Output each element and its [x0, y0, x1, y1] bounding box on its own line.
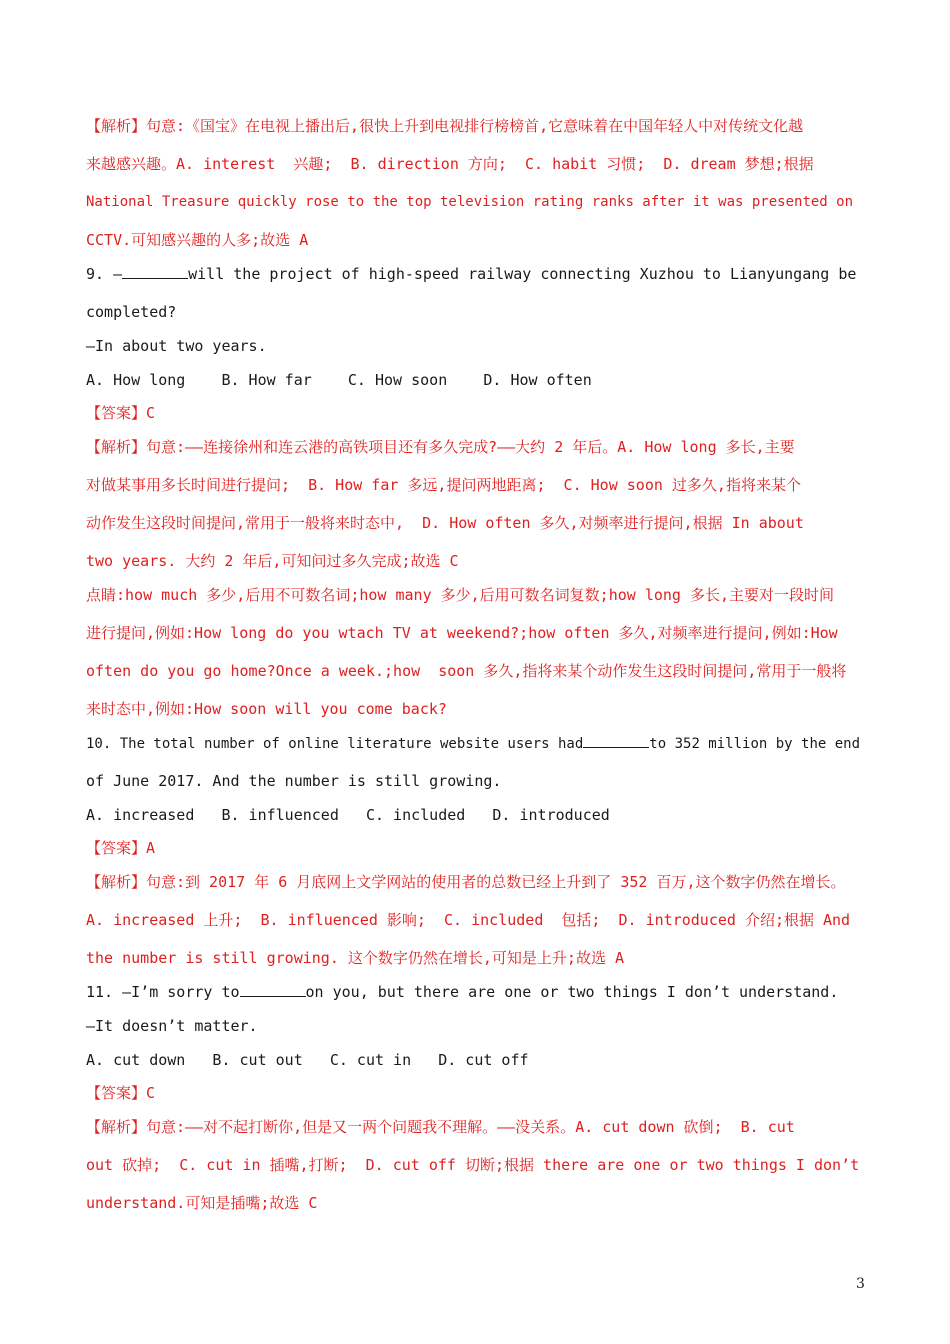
q11-stem [86, 982, 838, 1002]
q9-analysis-line-1: 【解析】句意:——连接徐州和连云港的高铁项目还有多久完成?——大约 2 年后。A. How long 多长,主要 [86, 438, 795, 456]
q10-stem-suffix: to 352 million by the end [649, 736, 861, 752]
q9-answer-blank [122, 264, 188, 279]
q11-reply: —It doesn’t matter. [86, 1017, 258, 1035]
q9-tip-line-2: 进行提问,例如:How long do you wtach TV at weekend?;how often 多久,对频率进行提问,例如:How [86, 624, 838, 642]
q9-analysis-line-4: two years. 大约 2 年后,可知问过多久完成;故选 C [86, 552, 459, 570]
q10-analysis-line-3: the number is still growing. 这个数字仍然在增长,可知是上升;故选 A [86, 949, 625, 967]
q10-answer: 【答案】A [86, 839, 156, 857]
q9-stem-suffix: will the project of high-speed railway connecting Xuzhou to Lianyungang be [188, 265, 857, 283]
q8-analysis-line-4: CCTV.可知感兴趣的人多;故选 A [86, 231, 309, 249]
q11-analysis-line-1: 【解析】句意:——对不起打断你,但是又一两个问题我不理解。——没关系。A. cut down 砍倒; B. cut [86, 1118, 795, 1136]
q9-stem [86, 264, 856, 284]
q10-analysis-line-2: A. increased 上升; B. influenced 影响; C. included 包括; D. introduced 介绍;根据 And [86, 911, 851, 929]
q10-analysis-line-1: 【解析】句意:到 2017 年 6 月底网上文学网站的使用者的总数已经上升到了 352 百万,这个数字仍然在增长。 [86, 873, 846, 891]
q9-tip-line-4: 来时态中,例如:How soon will you come back? [86, 700, 447, 718]
q11-analysis-line-2: out 砍掉; C. cut in 插嘴,打断; D. cut off 切断;根据 there are one or two things I don’t [86, 1156, 860, 1174]
q9-stem-line-2: completed? [86, 303, 177, 321]
q10-options: A. increased B. influenced C. included D. introduced [86, 806, 610, 824]
q11-stem-suffix: on you, but there are one or two things I don’t understand. [305, 983, 839, 1001]
q11-stem-prefix: 11. —I’m sorry to [86, 983, 240, 1001]
q9-analysis-line-3: 动作发生这段时间提问,常用于一般将来时态中, D. How often 多久,对频率进行提问,根据 In about [86, 514, 804, 532]
q9-analysis-line-2: 对做某事用多长时间进行提问; B. How far 多远,提问两地距离; C. How soon 过多久,指将来某个 [86, 476, 801, 494]
q11-analysis-line-3: understand.可知是插嘴;故选 C [86, 1194, 318, 1212]
q8-analysis-line-3: National Treasure quickly rose to the top television rating ranks after it was presented on [86, 194, 854, 210]
q10-stem [86, 733, 860, 754]
q10-answer-blank [583, 733, 649, 748]
q10-stem-prefix: 10. The total number of online literature website users had [86, 736, 584, 752]
q9-tip-line-1: 点睛:how much 多少,后用不可数名词;how many 多少,后用可数名词复数;how long 多长,主要对一段时间 [86, 586, 835, 604]
q11-answer-blank [240, 982, 306, 997]
q11-answer: 【答案】C [86, 1084, 156, 1102]
q9-tip-line-3: often do you go home?Once a week.;how soon 多久,指将来某个动作发生这段时间提问,常用于一般将 [86, 662, 847, 680]
q9-answer: 【答案】C [86, 404, 156, 422]
q8-analysis-line-2: 来越感兴趣。A. interest 兴趣; B. direction 方向; C. habit 习惯; D. dream 梦想;根据 [86, 155, 814, 173]
q9-options: A. How long B. How far C. How soon D. How often [86, 371, 592, 389]
page-number: 3 [856, 1276, 865, 1292]
q9-reply: —In about two years. [86, 337, 267, 355]
q11-options: A. cut down B. cut out C. cut in D. cut off [86, 1051, 529, 1069]
q9-stem-prefix: 9. — [86, 265, 123, 283]
q8-analysis-line-1: 【解析】句意:《国宝》在电视上播出后,很快上升到电视排行榜榜首,它意味着在中国年轻人中对传统文化越 [86, 117, 804, 135]
q10-stem-line-2: of June 2017. And the number is still growing. [86, 772, 502, 790]
